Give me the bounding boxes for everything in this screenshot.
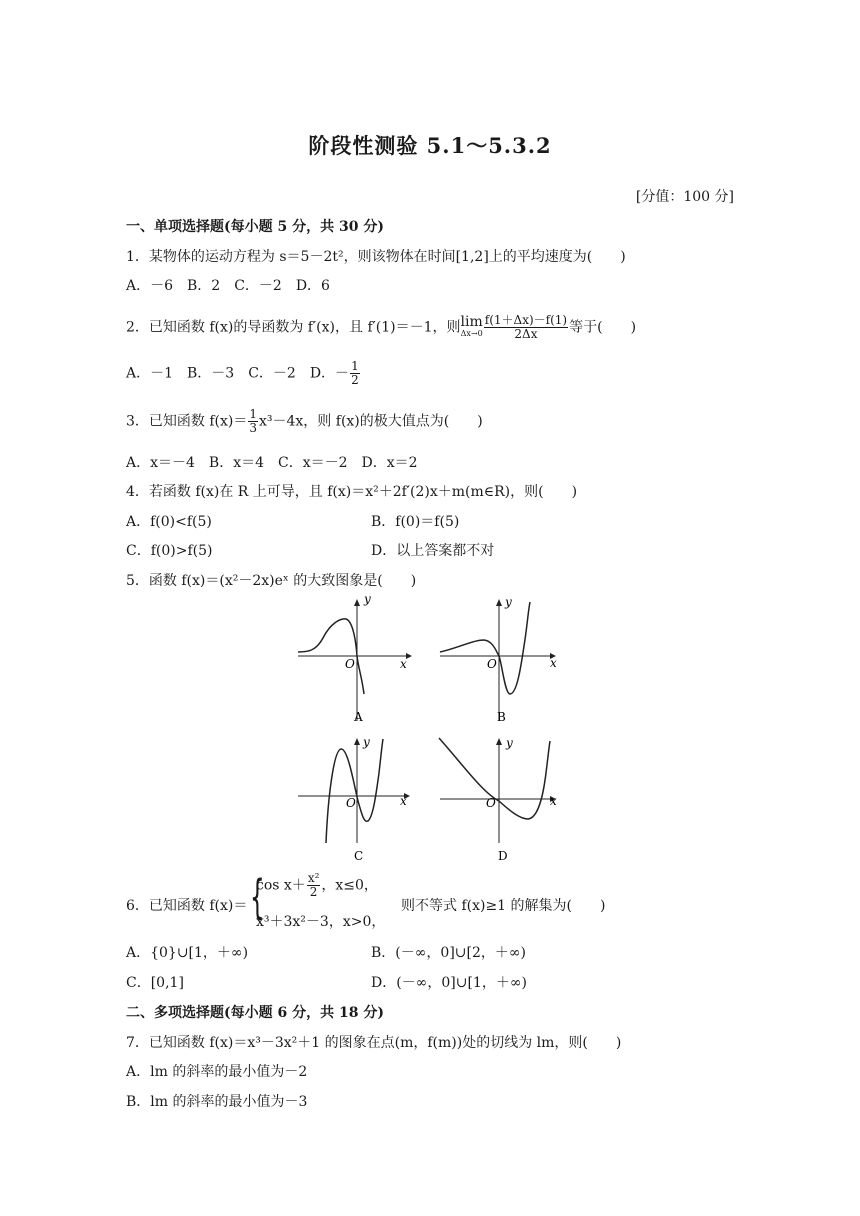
graph-c-y-label: y xyxy=(363,735,370,749)
q7-option-b: B．lm 的斜率的最小值为－3 xyxy=(126,1094,308,1110)
graph-b xyxy=(438,596,558,726)
q6-stem-b: 则不等式 f(x)≥1 的解集为( ) xyxy=(401,898,606,914)
score-label: [分值：100 分] xyxy=(635,189,734,205)
graph-c-curve xyxy=(326,739,383,843)
graph-c-label: C xyxy=(354,849,364,863)
graph-b-x-label: x xyxy=(550,656,557,670)
q6-option-a: A．{0}∪[1，＋∞) xyxy=(126,945,249,961)
graph-a-y-label: y xyxy=(364,596,371,606)
graph-d xyxy=(438,735,558,865)
graph-a-x-label: x xyxy=(400,657,407,671)
q2-stem xyxy=(126,314,636,341)
q2-options-text: A．－1 B．－3 C．－2 D．－ xyxy=(126,365,350,382)
graph-a xyxy=(296,596,416,726)
q1-options: A．－6 B．2 C．－2 D．6 xyxy=(126,278,330,294)
graph-d-y-label: y xyxy=(506,736,513,750)
q6-stem-a: 6．已知函数 f(x)＝ xyxy=(126,898,248,914)
q2-options xyxy=(126,360,361,387)
graph-a-origin: O xyxy=(345,657,355,671)
graph-c-y-arrow xyxy=(354,738,360,745)
q3-stem-b: x³－4x，则 f(x)的极大值点为( ) xyxy=(259,413,483,430)
graph-d-label: D xyxy=(498,849,508,863)
graph-d-x-label: x xyxy=(550,794,557,808)
q2-stem-a: 2．已知函数 f(x)的导函数为 f′(x)，且 f′(1)＝－1，则 xyxy=(126,319,461,336)
graph-a-x-arrow xyxy=(406,653,412,659)
graph-d-y-arrow xyxy=(496,738,502,745)
q2-option-d-fraction: $\frac{1}{2}$ xyxy=(351,359,359,387)
q6-case1-b: ，x≤0， xyxy=(321,877,378,894)
q3-stem-a: 3．已知函数 f(x)＝ xyxy=(126,413,248,430)
q1-stem: 1．某物体的运动方程为 s＝5－2t²，则该物体在时间[1,2]上的平均速度为( ) xyxy=(126,249,626,265)
q6-case-2: x³＋3x²－3，x>0， xyxy=(256,914,386,930)
q6-option-c: C．[0,1] xyxy=(126,975,184,991)
q3-fraction: $\frac{1}{3}$ xyxy=(249,407,257,435)
q6-option-d: D．(－∞，0]∪[1，＋∞) xyxy=(371,975,527,991)
graph-a-y-arrow xyxy=(354,599,360,606)
graph-a-label: A xyxy=(354,710,363,724)
section-2-heading: 二、多项选择题(每小题 6 分，共 18 分) xyxy=(126,1005,384,1021)
q3-options: A．x＝－4 B．x＝4 C．x＝－2 D．x＝2 xyxy=(126,455,418,471)
q4-stem: 4．若函数 f(x)在 R 上可导，且 f(x)＝x²＋2f′(2)x＋m(m∈R)，则( ) xyxy=(126,484,578,500)
q3-stem xyxy=(126,408,483,435)
graph-c-x-label: x xyxy=(400,794,407,808)
graph-b-y-arrow xyxy=(496,599,502,606)
q6-brace: { xyxy=(250,870,265,924)
q6-case1-a: cos x＋ xyxy=(256,877,306,894)
q4-option-c: C．f(0)>f(5) xyxy=(126,543,213,559)
q2-fraction: $\frac{f(1+\Delta x)-f(1)}{2\Delta x}$ xyxy=(484,313,568,341)
section-1-heading: 一、单项选择题(每小题 5 分，共 30 分) xyxy=(126,219,384,235)
graph-b-label: B xyxy=(497,710,506,724)
page-title: 阶段性测验 5.1～5.3.2 xyxy=(308,133,552,158)
q6-case-1 xyxy=(256,872,378,899)
q6-case1-fraction: $\frac{\text{x²}}{2}$ xyxy=(307,871,320,899)
graph-b-curve xyxy=(440,602,530,694)
graph-c-origin: O xyxy=(346,796,356,810)
q4-option-a: A．f(0)<f(5) xyxy=(126,514,212,530)
q4-option-d: D．以上答案都不对 xyxy=(371,543,495,559)
graph-b-origin: O xyxy=(487,657,497,671)
q7-stem: 7．已知函数 f(x)＝x³－3x²＋1 的图象在点(m，f(m))处的切线为 lm，则( ) xyxy=(126,1035,622,1051)
graph-c xyxy=(296,735,416,865)
q5-stem: 5．函数 f(x)＝(x²－2x)eˣ 的大致图象是( ) xyxy=(126,573,417,589)
q4-option-b: B．f(0)＝f(5) xyxy=(371,514,460,530)
q2-stem-b: 等于( ) xyxy=(569,319,637,336)
q2-limit: lim Δx→0 xyxy=(460,313,483,338)
graph-d-origin: O xyxy=(486,796,496,810)
q7-option-a: A．lm 的斜率的最小值为－2 xyxy=(126,1064,308,1080)
graph-b-y-label: y xyxy=(505,596,512,609)
q6-option-b: B．(－∞，0]∪[2，＋∞) xyxy=(371,945,527,961)
